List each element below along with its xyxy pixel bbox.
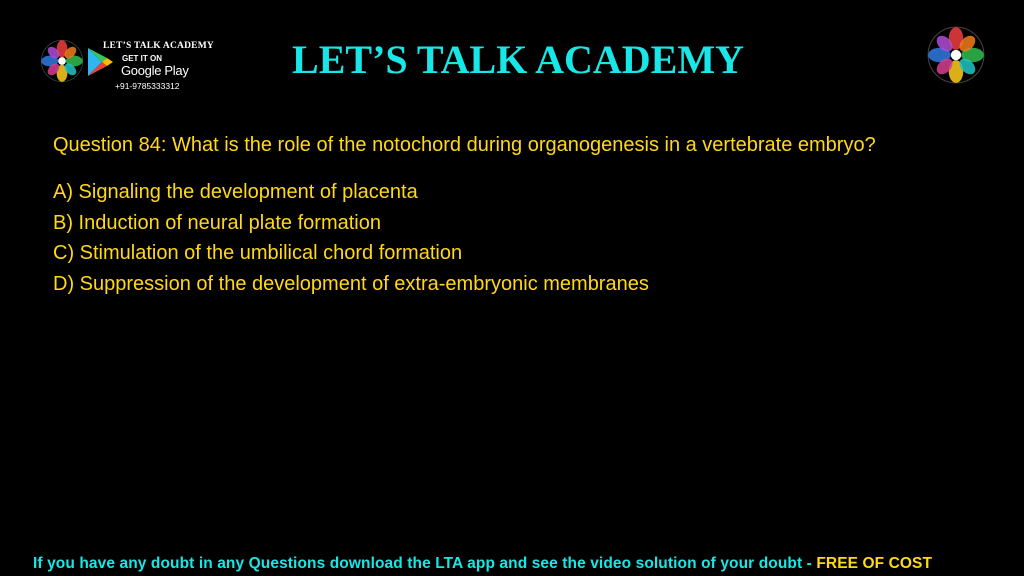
option-c[interactable]: C) Stimulation of the umbilical chord formation — [53, 242, 463, 264]
footer-banner — [33, 555, 932, 573]
question-text: Question 84: What is the role of the notochord during organogenesis in a vertebrate embryo? — [53, 134, 876, 156]
brand-small-label: LET’S TALK ACADEMY — [103, 41, 214, 51]
phone-number: +91-9785333312 — [115, 81, 180, 91]
option-a[interactable]: A) Signaling the development of placenta — [53, 181, 418, 203]
get-it-on-label: GET IT ON — [122, 54, 162, 63]
option-b[interactable]: B) Induction of neural plate formation — [53, 211, 381, 234]
answer-options — [53, 177, 649, 299]
footer-highlight: FREE OF COST — [816, 555, 933, 572]
page-title: LET’S TALK ACADEMY — [292, 37, 744, 82]
google-play-link[interactable]: Google Play — [121, 63, 189, 78]
mandala-logo-icon — [925, 24, 987, 86]
footer-text: If you have any doubt in any Questions download the LTA app and see the video solution of your doubt - — [33, 555, 817, 572]
option-d[interactable]: D) Suppression of the development of extra-embryonic membranes — [53, 272, 649, 295]
